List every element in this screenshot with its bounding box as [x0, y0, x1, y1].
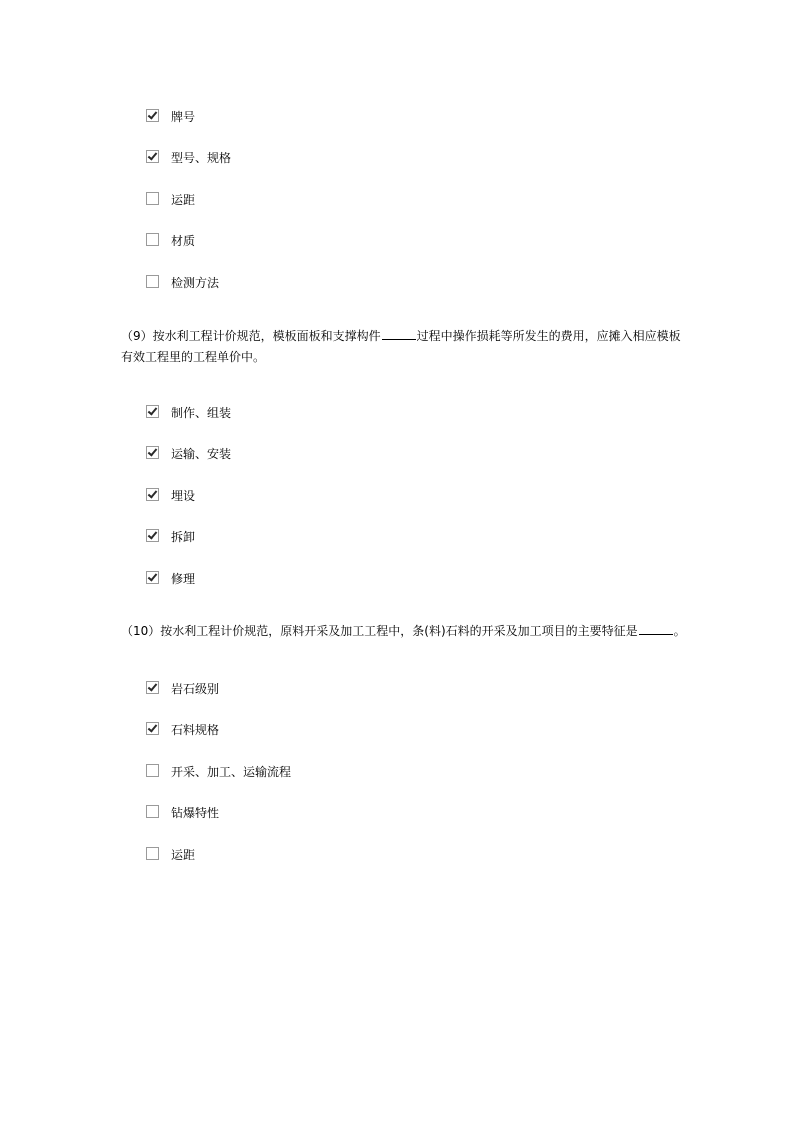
checkbox[interactable]	[146, 764, 159, 777]
option-label: 运距	[171, 193, 196, 207]
checkbox[interactable]	[146, 150, 159, 163]
option-yunju[interactable]	[146, 192, 446, 218]
answer-blank	[382, 328, 416, 340]
option-label: 运距	[171, 848, 196, 862]
option-yunju-2[interactable]	[146, 847, 446, 873]
checkbox[interactable]	[146, 722, 159, 735]
question-text-before: （10）按水利工程计价规范，原料开采及加工工程中，条(料)石料的开采及加工项目的主要特征是	[121, 624, 638, 638]
option-chaixie[interactable]	[146, 529, 446, 555]
option-label: 埋设	[171, 489, 196, 503]
checkbox[interactable]	[146, 446, 159, 459]
option-caizhi[interactable]	[146, 233, 446, 259]
question-9-text	[121, 326, 691, 368]
option-label: 型号、规格	[171, 151, 232, 165]
option-kaicai-jiagong-yunshu[interactable]	[146, 764, 446, 790]
option-label: 制作、组装	[171, 406, 232, 420]
option-yanshi-jibie[interactable]	[146, 681, 446, 707]
checkbox[interactable]	[146, 529, 159, 542]
option-xiuli[interactable]	[146, 571, 446, 597]
checkbox[interactable]	[146, 571, 159, 584]
option-xinghao-guige[interactable]	[146, 150, 446, 176]
checkbox[interactable]	[146, 681, 159, 694]
checkbox[interactable]	[146, 847, 159, 860]
question-text-after: 过程中操作损耗等所发生的费用，应摊入相应模板有效工程里的工程单价中。	[121, 329, 681, 364]
option-zhizuo-zuzhuang[interactable]	[146, 405, 446, 431]
option-zuanbao-texing[interactable]	[146, 805, 446, 831]
option-label: 修理	[171, 572, 196, 586]
checkbox[interactable]	[146, 192, 159, 205]
question-text-before: （9）按水利工程计价规范，模板面板和支撑构件	[121, 329, 381, 343]
option-paihao[interactable]	[146, 109, 446, 135]
question-10-text	[121, 621, 691, 642]
checkbox[interactable]	[146, 233, 159, 246]
option-label: 石料规格	[171, 723, 220, 737]
checkbox[interactable]	[146, 109, 159, 122]
answer-blank	[639, 623, 673, 635]
option-label: 检测方法	[171, 276, 220, 290]
option-jiance-fangfa[interactable]	[146, 275, 446, 301]
checkbox[interactable]	[146, 275, 159, 288]
checkbox[interactable]	[146, 405, 159, 418]
option-shiliao-guige[interactable]	[146, 722, 446, 748]
checkbox[interactable]	[146, 488, 159, 501]
option-label: 牌号	[171, 110, 196, 124]
option-label: 运输、安装	[171, 447, 232, 461]
option-label: 材质	[171, 234, 196, 248]
option-label: 拆卸	[171, 530, 196, 544]
option-label: 岩石级别	[171, 682, 220, 696]
option-yunshu-anzhuang[interactable]	[146, 446, 446, 472]
question-text-after: 。	[673, 624, 686, 638]
checkbox[interactable]	[146, 805, 159, 818]
option-label: 开采、加工、运输流程	[171, 765, 292, 779]
option-maishe[interactable]	[146, 488, 446, 514]
option-label: 钻爆特性	[171, 806, 220, 820]
